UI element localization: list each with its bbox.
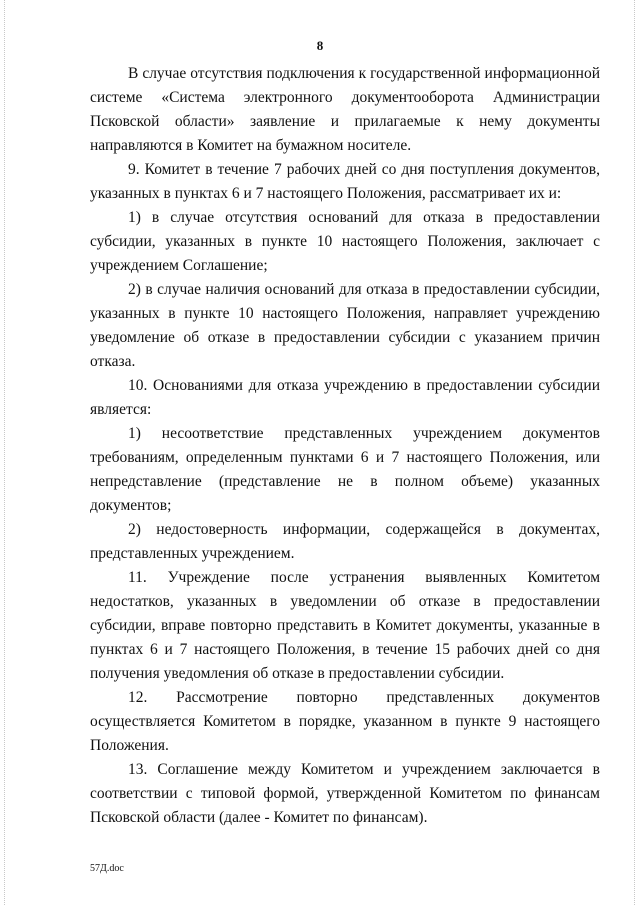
paragraph-9: 9. Комитет в течение 7 рабочих дней со дня поступления документов, указанных в пунктах 6 и 7 настоящего Положения, рассматривает их и: (90, 161, 600, 202)
file-name-footer: 57Д.doc (90, 863, 124, 874)
document-body (90, 62, 600, 830)
paragraph-11: 11. Учреждение после устранения выявленных Комитетом недостатков, указанных в уведомлении об отказе в предоставлении субсидии, вправе повторно представить в Комитет документы, указанные в пунктах 6 и 7 настоящего Положения, в течение 15 рабочих дней со дня получения уведомления об отказе в предоставлении субсидии. (90, 569, 600, 682)
scan-edge-right (634, 0, 636, 905)
paragraph-12: 12. Рассмотрение повторно представленных документов осуществляется Комитетом в порядке, указанном в пункте 9 настоящего Положения. (90, 689, 600, 754)
paragraph-10-item-1: 1) несоответствие представленных учреждением документов требованиям, определенным пунктами 6 и 7 настоящего Положения, или непредставление (представление не в полном объеме) указанных документов; (90, 425, 600, 514)
paragraph-9-item-2: 2) в случае наличия оснований для отказа в предоставлении субсидии, указанных в пункте 10 настоящего Положения, направляет учреждению уведомление об отказе в предоставлении субсидии с указанием причин отказа. (90, 281, 600, 370)
page-number: 8 (316, 38, 324, 53)
scan-edge-left (4, 0, 6, 905)
paragraph-10: 10. Основаниями для отказа учреждению в предоставлении субсидии является: (90, 377, 600, 418)
paragraph-paper-submission: В случае отсутствия подключения к государственной информационной системе «Система электронного документооборота Администрации Псковской области» заявление и прилагаемые к нему документы направляются в Комитет на бумажном носителе. (90, 65, 600, 154)
paragraph-9-item-1: 1) в случае отсутствия оснований для отказа в предоставлении субсидии, указанных в пункте 10 настоящего Положения, заключает с учреждением Соглашение; (90, 209, 600, 274)
paragraph-13: 13. Соглашение между Комитетом и учреждением заключается в соответствии с типовой формой, утвержденной Комитетом по финансам Псковской области (далее - Комитет по финансам). (90, 761, 600, 826)
paragraph-10-item-2: 2) недостоверность информации, содержащейся в документах, представленных учреждением. (90, 521, 600, 562)
